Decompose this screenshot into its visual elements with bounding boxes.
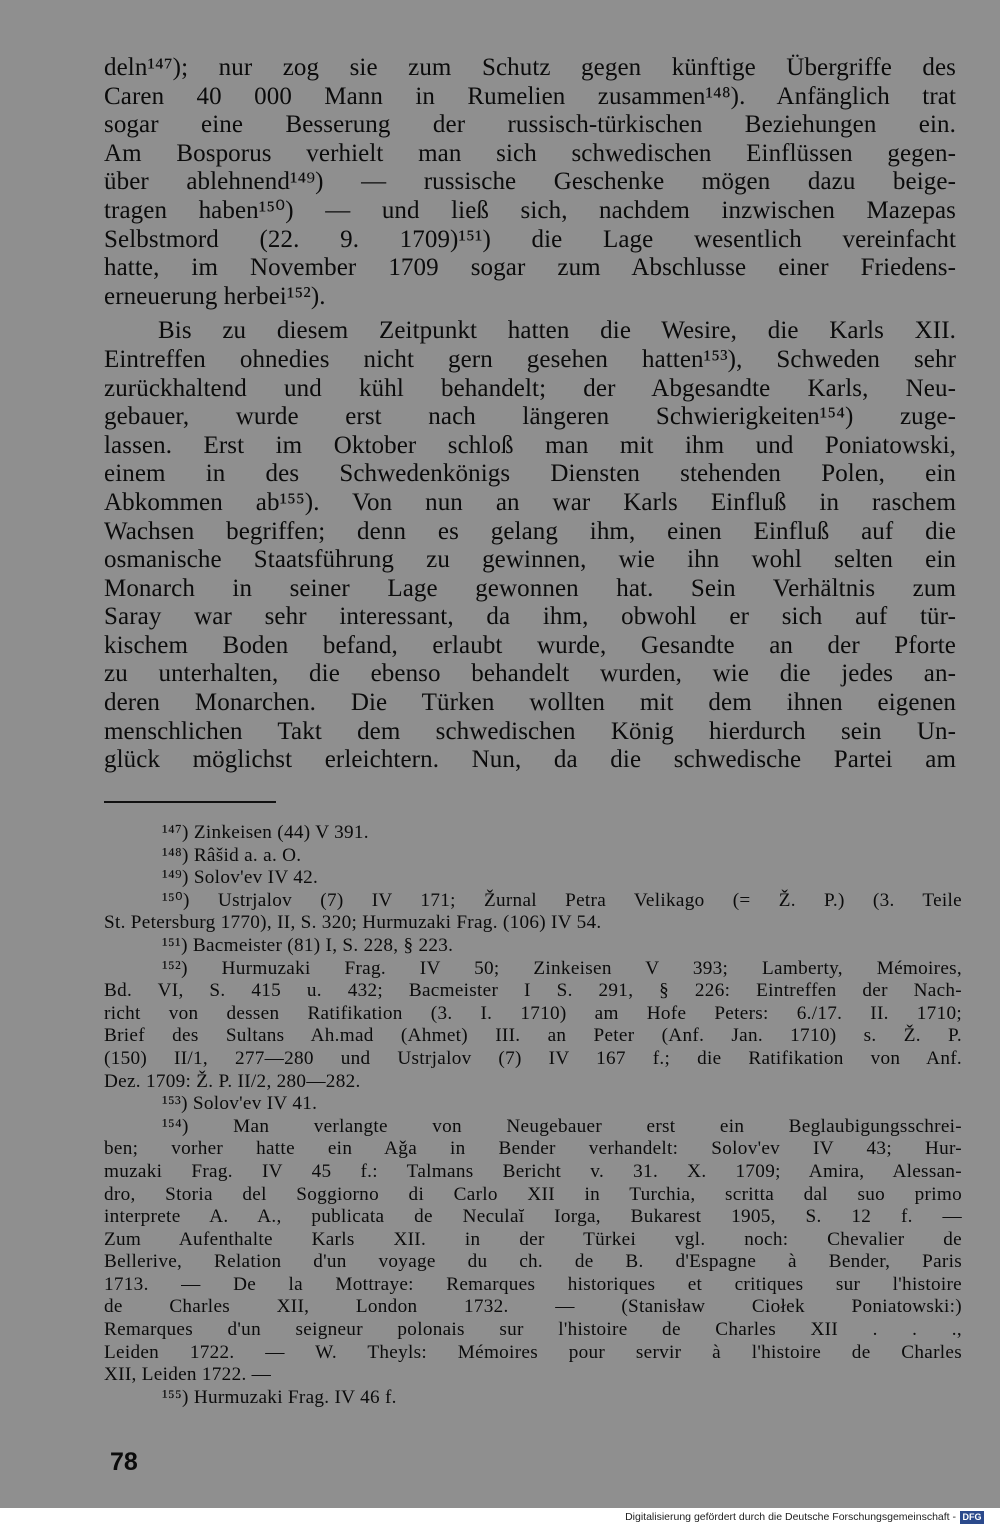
text-line: deren Monarchen. Die Türken wollten mit dem ihnen eigenen [104,689,956,717]
paragraph-2 [104,317,956,775]
footnote-line: Bellerive, Relation d'un voyage du ch. de B. d'Espagne à Bender, Paris [104,1251,962,1273]
dfg-logo-icon: DFG [960,1511,984,1524]
text-line: Monarch in seiner Lage gewonnen hat. Sein Verhältnis zum [104,574,956,602]
text-line: Wachsen begriffen; denn es gelang ihm, einen Einfluß auf die [104,517,956,545]
text-line: hatte, im November 1709 sogar zum Abschlusse einer Friedens- [104,254,956,282]
footnote-line: (150) II/1, 277—280 und Ustrjalov (7) IV 167 f.; die Ratifikation von Anf. [104,1047,962,1069]
footnote-line: ¹⁴⁷) Zinkeisen (44) V 391. [162,822,369,843]
main-text [104,54,956,775]
footnote-line: Bd. VI, S. 415 u. 432; Bacmeister I S. 291, § 226: Eintreffen der Nach- [104,980,962,1002]
text-line: deln¹⁴⁷); nur zog sie zum Schutz gegen künftige Übergriffe des [104,54,956,81]
footnote [104,1116,962,1387]
footnote-line: Leiden 1722. — W. Theyls: Mémoires pour servir à l'histoire de Charles [104,1341,962,1363]
footnote-line: ¹⁵⁴) Man verlangte von Neugebauer erst ein Beglaubigungsschrei- [162,1115,962,1137]
text-line: Bis zu diesem Zeitpunkt hatten die Wesire, die Karls XII. [158,317,956,345]
footnote-line: richt von dessen Ratifikation (3. I. 1710) am Hofe Peters: 6./17. II. 1710; [104,1002,962,1024]
footnote [104,845,962,868]
page-number: 78 [110,1448,138,1476]
footnote-line: Dez. 1709: Ž. P. II/2, 280—282. [104,1070,361,1092]
footnote-line: St. Petersburg 1770), II, S. 320; Hurmuzaki Frag. (106) IV 54. [104,912,602,934]
footnote [104,867,962,890]
text-line: lassen. Erst im Oktober schloß man mit ihm und Poniatowski, [104,431,956,459]
text-line: Eintreffen ohnedies nicht gern gesehen hatten¹⁵³), Schweden sehr [104,345,956,373]
footer-credit: Digitalisierung gefördert durch die Deutsche Forschungsgemeinschaft - [625,1511,956,1523]
footnote-line: ¹⁵¹) Bacmeister (81) I, S. 228, § 223. [162,934,454,956]
footnote [104,890,962,935]
footnote-line: ¹⁵⁰) Ustrjalov (7) IV 171; Žurnal Petra Velikago (= Ž. P.) (3. Teile [162,889,962,911]
footnote-line: interprete A. A., publicata de Neculaĭ Iorga, Bukarest 1905, S. 12 f. — [104,1206,962,1228]
footnote-line: muzaki Frag. IV 45 f.: Talmans Bericht v. 31. X. 1709; Amira, Alessan- [104,1160,962,1182]
footnote-line: ¹⁵⁵) Hurmuzaki Frag. IV 46 f. [162,1386,397,1408]
footnote-line: ben; vorher hatte ein Aǧa in Bender verhandelt: Solov'ev IV 43; Hur- [104,1138,962,1160]
footnote-line: ¹⁴⁸) Râšid a. a. O. [162,844,302,866]
footnote-line: ¹⁵²) Hurmuzaki Frag. IV 50; Zinkeisen V 393; Lamberty, Mémoires, [162,957,962,979]
footnote-separator [104,801,276,803]
text-line: tragen haben¹⁵⁰) — und ließ sich, nachdem inzwischen Mazepas [104,196,956,224]
text-line: osmanische Staatsführung zu gewinnen, wie ihn wohl selten ein [104,546,956,574]
text-line: zu unterhalten, die ebenso behandelt wurden, wie die jedes an- [104,660,956,688]
text-line: menschlichen Takt dem schwedischen König hierdurch sein Un- [104,717,956,745]
footnote [104,935,962,958]
footnote-line: Brief des Sultans Ah.mad (Ahmet) III. an Peter (Anf. Jan. 1710) s. Ž. P. [104,1025,962,1047]
text-line: glück möglichst erleichtern. Nun, da die schwedische Partei am [104,746,956,774]
footnote-line: Zum Aufenthalte Karls XII. in der Türkei vgl. noch: Chevalier de [104,1228,962,1250]
footnote-line: 1713. — De la Mottraye: Remarques historiques et critiques sur l'histoire [104,1273,962,1295]
footnote-line: dro, Storia del Soggiorno di Carlo XII in Turchia, scritta dal suo primo [104,1183,962,1205]
footnote-line: ¹⁵³) Solov'ev IV 41. [162,1093,318,1115]
footnote [104,958,962,1094]
footnote-line: Remarques d'un seigneur polonais sur l'histoire de Charles XII . . ., [104,1319,962,1341]
footnote-line: XII, Leiden 1722. — [104,1364,272,1386]
footnote [104,1093,962,1116]
footnote-line: de Charles XII, London 1732. — (Stanisław Ciołek Poniatowski:) [104,1296,962,1318]
text-line: sogar eine Besserung der russisch-türkischen Beziehungen ein. [104,111,956,139]
text-line: Abkommen ab¹⁵⁵). Von nun an war Karls Einfluß in raschem [104,488,956,516]
text-line: gebauer, wurde erst nach längeren Schwierigkeiten¹⁵⁴) zuge- [104,403,956,431]
text-line: Am Bosporus verhielt man sich schwedischen Einflüssen gegen- [104,139,956,167]
text-line: über ablehnend¹⁴⁹) — russische Geschenke mögen dazu beige- [104,168,956,196]
text-line: Selbstmord (22. 9. 1709)¹⁵¹) die Lage wesentlich vereinfacht [104,225,956,253]
text-line: einem in des Schwedenkönigs Diensten stehenden Polen, ein [104,460,956,488]
footnote [104,1387,962,1410]
footnote [104,822,962,845]
digitization-footer [0,1508,1000,1528]
text-line: Caren 40 000 Mann in Rumelien zusammen¹⁴⁸). Anfänglich trat [104,82,956,110]
footnotes [104,822,962,1409]
paragraph-1 [104,54,956,311]
text-line: kischem Boden befand, erlaubt wurde, Gesandte an der Pforte [104,631,956,659]
text-line: Saray war sehr interessant, da ihm, obwohl er sich auf tür- [104,603,956,631]
footnote-line: ¹⁴⁹) Solov'ev IV 42. [162,867,319,889]
text-line: erneuerung herbei¹⁵²). [104,282,326,310]
text-line: zurückhaltend und kühl behandelt; der Abgesandte Karls, Neu- [104,374,956,402]
